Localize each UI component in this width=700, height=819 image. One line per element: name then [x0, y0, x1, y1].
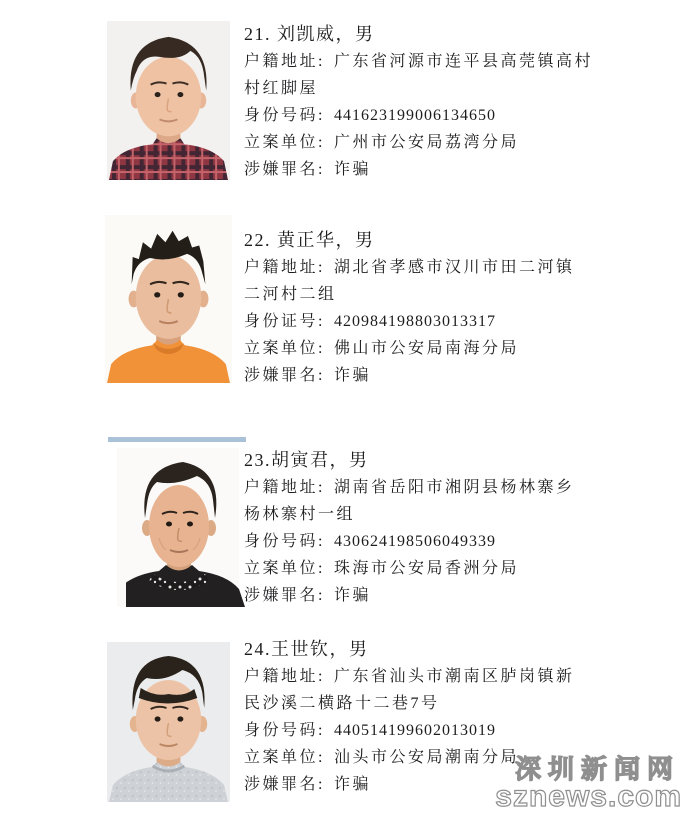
- address-line-2: 村红脚屋: [244, 80, 319, 97]
- crime-line: 涉嫌罪名: 诈骗: [244, 776, 371, 793]
- id-line: 身份号码: 441623199006134650: [244, 107, 496, 124]
- address-line-2: 杨林寨村一组: [244, 506, 356, 523]
- suspect-photo-23: [108, 437, 246, 607]
- portrait-photo-icon: [105, 215, 232, 383]
- address-line-1: 户籍地址: 广东省汕头市潮南区胪岗镇新: [244, 668, 575, 685]
- suspect-number-name: 21. 刘凯威，男: [244, 24, 375, 44]
- watermark-chinese: 深圳新闻网: [514, 753, 680, 784]
- crime-line: 涉嫌罪名: 诈骗: [244, 367, 371, 384]
- crime-line: 涉嫌罪名: 诈骗: [244, 161, 371, 178]
- portrait-photo-icon: [108, 437, 246, 607]
- suspect-photo-21: [107, 21, 230, 180]
- suspect-photo-22: [105, 215, 232, 383]
- suspect-number-name: 22. 黄正华，男: [244, 230, 375, 250]
- address-line-2: 民沙溪二横路十二巷7号: [244, 695, 440, 712]
- suspect-number-name: 24.王世钦，男: [244, 639, 369, 659]
- watermark-url: sznews.com: [495, 780, 682, 814]
- address-line-1: 户籍地址: 广东省河源市连平县高莞镇高村: [244, 53, 593, 70]
- id-line: 身份号码: 430624198506049339: [244, 533, 496, 550]
- id-line: 身份号码: 440514199602013019: [244, 722, 496, 739]
- address-line-1: 户籍地址: 湖北省孝感市汉川市田二河镇: [244, 259, 575, 276]
- suspect-photo-24: [107, 642, 230, 802]
- suspect-info-23: [244, 446, 648, 609]
- address-line-1: 户籍地址: 湖南省岳阳市湘阴县杨林寨乡: [244, 479, 575, 496]
- unit-line: 立案单位: 珠海市公安局香洲分局: [244, 560, 519, 577]
- id-line: 身份证号: 420984198803013317: [244, 313, 496, 330]
- address-line-2: 二河村二组: [244, 286, 337, 303]
- portrait-photo-icon: [107, 21, 230, 180]
- crime-line: 涉嫌罪名: 诈骗: [244, 587, 371, 604]
- portrait-photo-icon: [107, 642, 230, 802]
- unit-line: 立案单位: 佛山市公安局南海分局: [244, 340, 519, 357]
- suspect-info-21: [244, 20, 648, 183]
- suspect-info-22: [244, 226, 648, 389]
- unit-line: 立案单位: 广州市公安局荔湾分局: [244, 134, 519, 151]
- unit-line: 立案单位: 汕头市公安局潮南分局: [244, 749, 519, 766]
- suspect-number-name: 23.胡寅君，男: [244, 450, 369, 470]
- site-watermark: [495, 753, 682, 814]
